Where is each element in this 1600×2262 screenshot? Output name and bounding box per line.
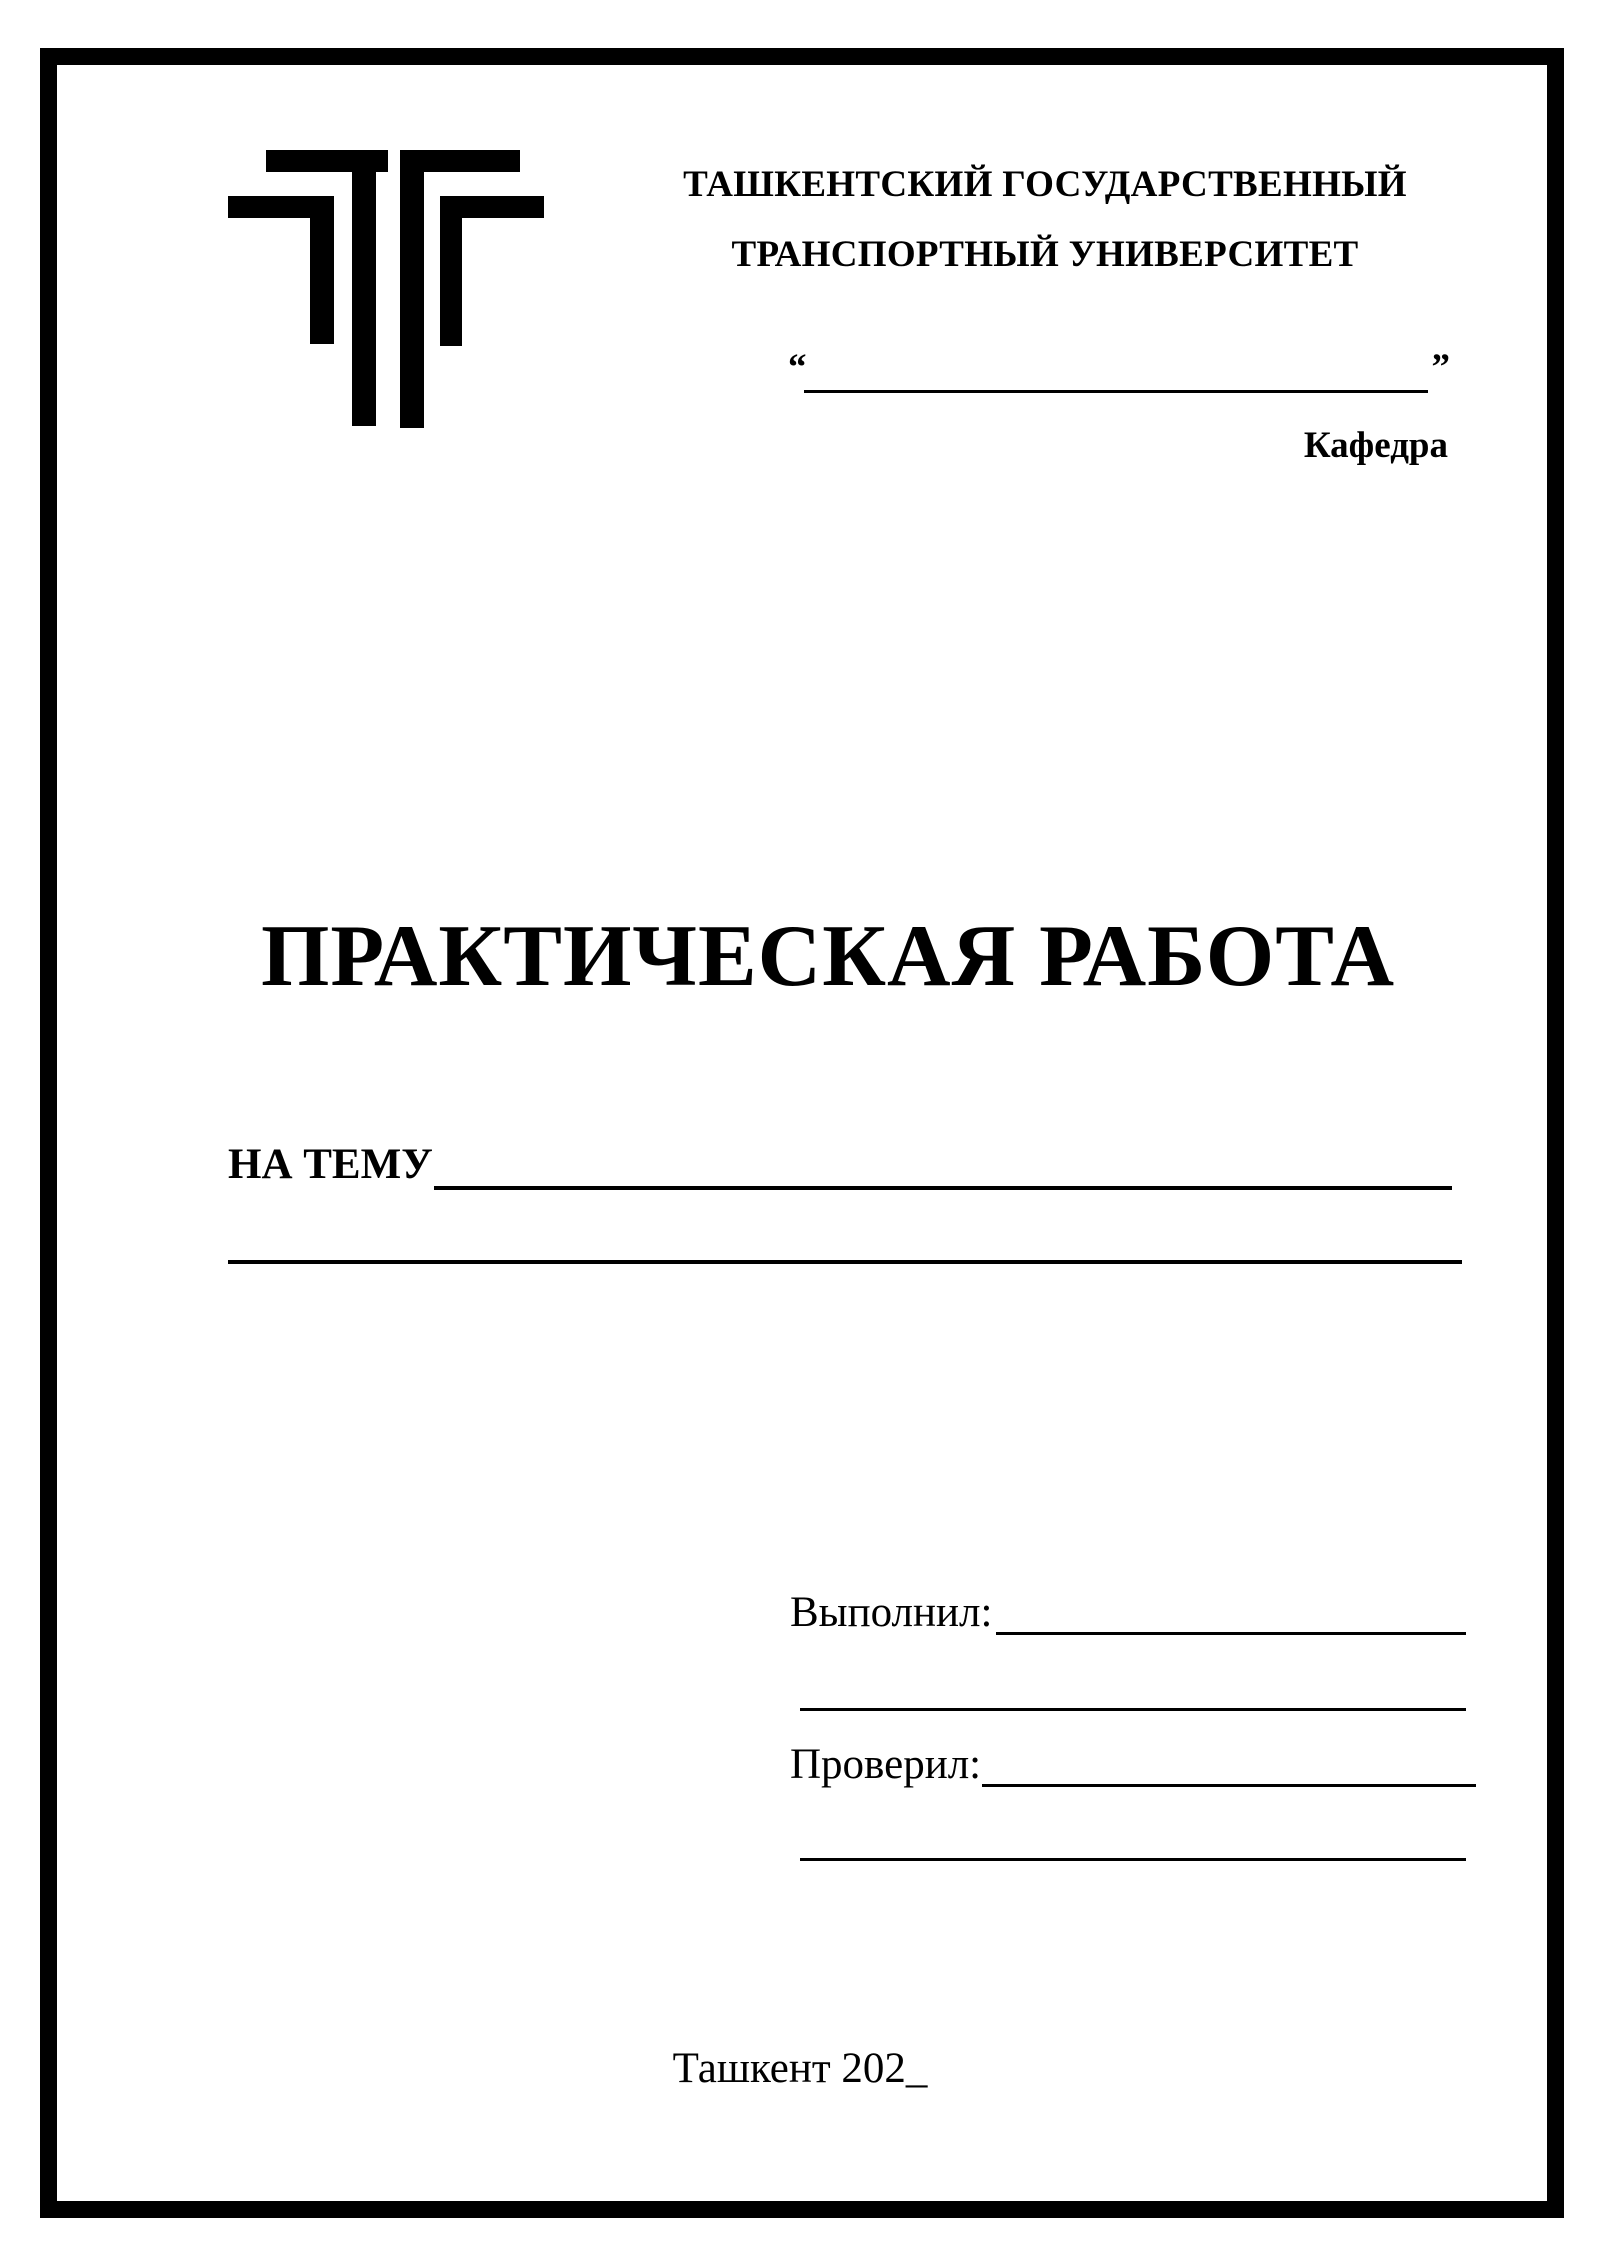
department-close-quote: ” <box>1431 347 1450 388</box>
city-year: Ташкент 202_ <box>672 2045 928 2092</box>
checked-by-blank-line-2 <box>800 1858 1466 1861</box>
university-logo-icon <box>228 150 544 428</box>
department-label: Кафедра <box>1303 425 1448 466</box>
checked-by-label: Проверил: <box>790 1741 982 1788</box>
university-name-line-1: ТАШКЕНТСКИЙ ГОСУДАРСТВЕННЫЙ <box>683 164 1407 205</box>
department-name-blank <box>804 390 1428 393</box>
completed-by-blank-line-1 <box>996 1632 1466 1635</box>
topic-blank-line-1 <box>434 1186 1452 1190</box>
topic-blank-line-2 <box>228 1260 1462 1264</box>
topic-label: НА ТЕМУ <box>228 1141 433 1188</box>
completed-by-label: Выполнил: <box>790 1589 993 1636</box>
checked-by-blank-line-1 <box>982 1784 1476 1787</box>
department-name-field <box>788 346 1450 396</box>
university-name-line-2: ТРАНСПОРТНЫЙ УНИВЕРСИТЕТ <box>731 234 1359 275</box>
completed-by-blank-line-2 <box>800 1708 1466 1711</box>
university-name <box>640 150 1450 290</box>
document-title: ПРАКТИЧЕСКАЯ РАБОТА <box>260 908 1396 1005</box>
department-open-quote: “ <box>788 347 807 388</box>
